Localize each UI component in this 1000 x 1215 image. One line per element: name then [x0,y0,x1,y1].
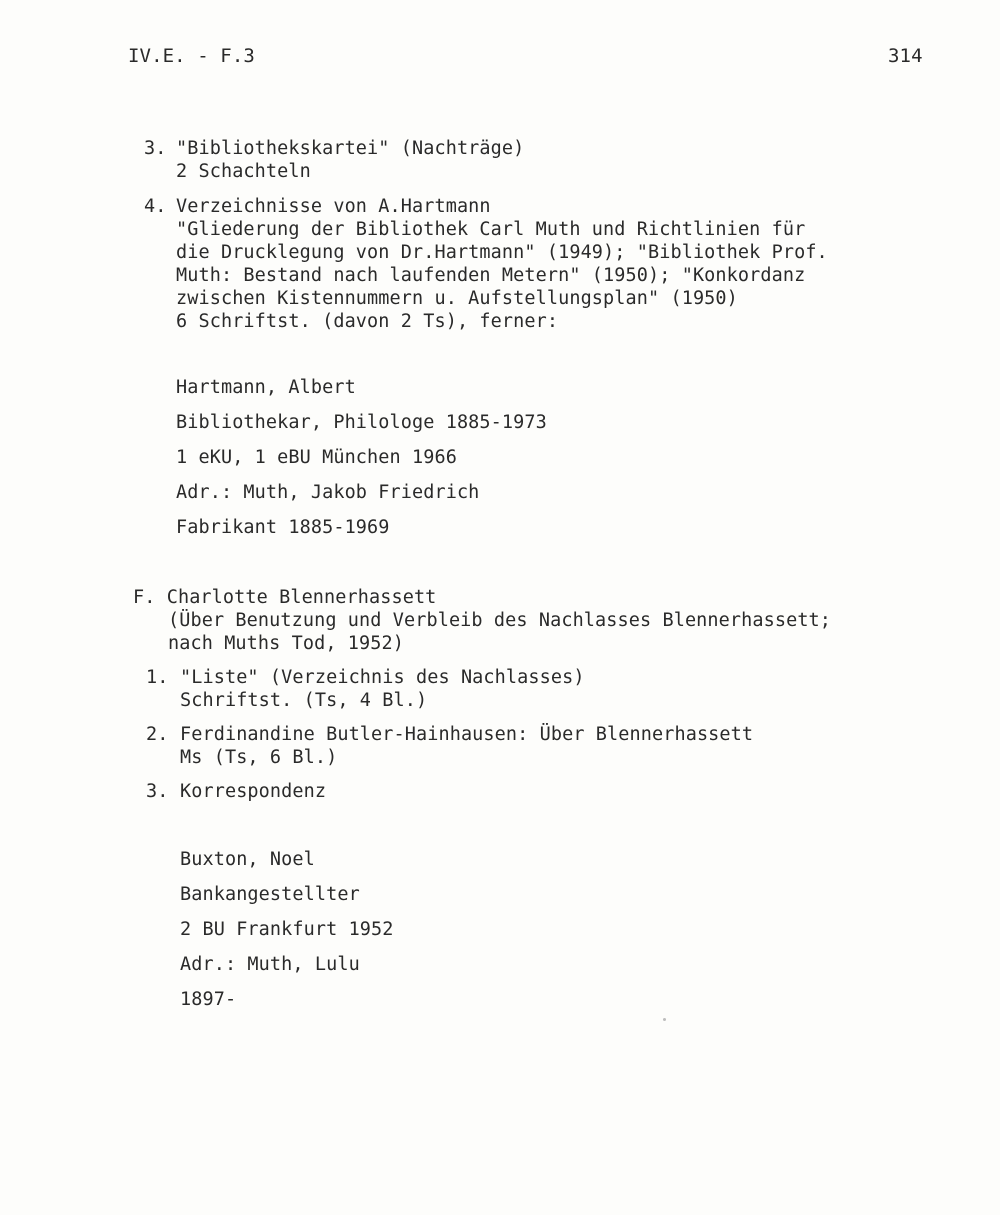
item-number: 3. [144,138,167,159]
paper-speck [663,1018,666,1021]
item-number: 4. [144,196,167,217]
card-line: 1897- [180,989,237,1010]
item-line: die Drucklegung von Dr.Hartmann" (1949); "Bibliothek Prof. [176,242,828,263]
card-line: 1 eKU, 1 eBU München 1966 [176,447,457,468]
item-title: "Bibliothekskartei" (Nachträge) [176,138,525,159]
card-line: Adr.: Muth, Jakob Friedrich [176,482,480,503]
card-line: Buxton, Noel [180,849,315,870]
item-number: 3. [146,781,169,802]
item-extent: Ms (Ts, 6 Bl.) [180,747,338,768]
card-line: Bibliothekar, Philologe 1885-1973 [176,412,547,433]
section-note: (Über Benutzung und Verbleib des Nachlasses Blennerhassett; [168,610,832,631]
item-line: zwischen Kistennummern u. Aufstellungsplan" (1950) [176,288,738,309]
section-note: nach Muths Tod, 1952) [168,633,404,654]
page-number: 314 [888,45,923,67]
item-title: "Liste" (Verzeichnis des Nachlasses) [180,667,585,688]
card-line: Adr.: Muth, Lulu [180,954,360,975]
item-number: 2. [146,724,169,745]
card-line: Bankangestellter [180,884,360,905]
section-heading: F. Charlotte Blennerhassett [133,587,437,608]
item-line: Muth: Bestand nach laufenden Metern" (1950); "Konkordanz [176,265,806,286]
item-number: 1. [146,667,169,688]
item-extent: Schriftst. (Ts, 4 Bl.) [180,690,428,711]
card-line: 2 BU Frankfurt 1952 [180,919,394,940]
item-title: Ferdinandine Butler-Hainhausen: Über Blennerhassett [180,724,754,745]
item-title: Korrespondenz [180,781,327,802]
signature-heading: IV.E. - F.3 [128,45,255,67]
item-line: 6 Schriftst. (davon 2 Ts), ferner: [176,311,559,332]
item-line: Verzeichnisse von A.Hartmann [176,196,491,217]
item-line: "Gliederung der Bibliothek Carl Muth und Richtlinien für [176,219,806,240]
card-line: Hartmann, Albert [176,377,356,398]
item-extent: 2 Schachteln [176,161,311,182]
card-line: Fabrikant 1885-1969 [176,517,390,538]
